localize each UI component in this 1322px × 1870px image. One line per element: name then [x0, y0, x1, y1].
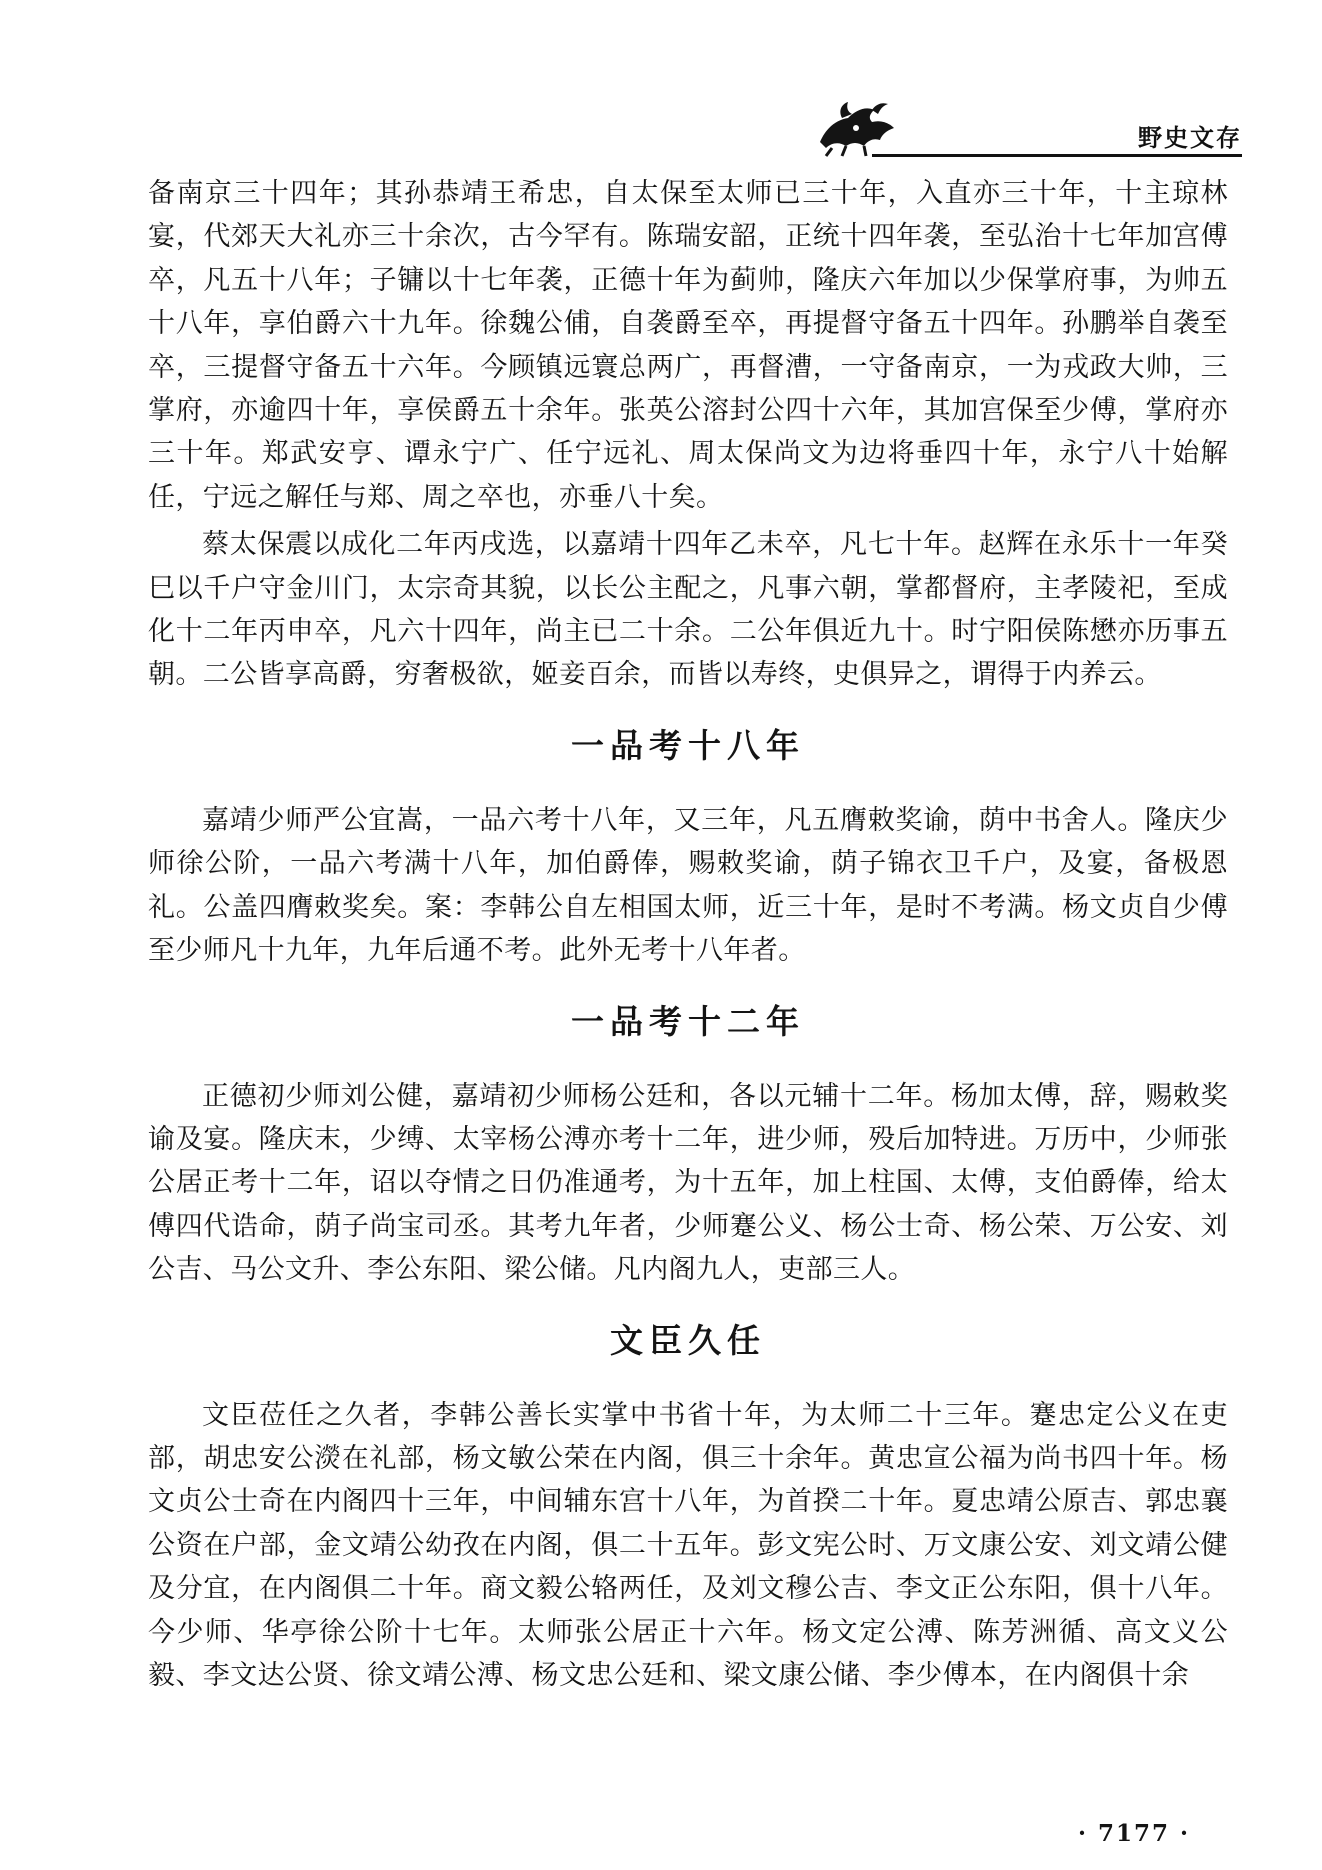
paragraph-3: 嘉靖少师严公宜嵩，一品六考十八年，又三年，凡五膺敕奖谕，荫中书舍人。隆庆少师徐公阶，一品六考满十八年，加伯爵俸，赐敕奖谕，荫子锦衣卫千户，及宴，备极恩礼。公盖四膺敕奖矣。案：李韩公自左相国太师，近三十年，是时不考满。杨文贞自少傅至少师凡十九年，九年后通不考。此外无考十八年者。	[148, 804, 1228, 967]
paragraph-5: 文臣莅任之久者，李韩公善长实掌中书省十年，为太师二十三年。蹇忠定公义在吏部，胡忠安公濙在礼部，杨文敏公荣在内阁，俱三十余年。黄忠宣公福为尚书四十年。杨文贞公士奇在内阁四十三年，中间辅东宫十八年，为首揆二十年。夏忠靖公原吉、郭忠襄公资在户部，金文靖公幼孜在内阁，俱二十五年。彭文宪公时、万文康公安、刘文靖公健及分宜，在内阁俱二十年。商文毅公辂两任，及刘文穆公吉、李文正公东阳，俱十八年。今少师、华亭徐公阶十七年。太师张公居正十六年。杨文定公溥、陈芳洲循、高文义公毅、李文达公贤、徐文靖公溥、杨文忠公廷和、梁文康公储、李少傅本，在内阁俱十余	[148, 1399, 1228, 1691]
header-rule	[872, 154, 1242, 157]
page-header	[812, 98, 1242, 160]
page-number: · 7177 ·	[1078, 1820, 1191, 1847]
paragraph-1: 备南京三十四年；其孙恭靖王希忠，自太保至太师已三十年，入直亦三十年，十主琼林宴，代郊天大礼亦三十余次，古今罕有。陈瑞安韶，正统十四年袭，至弘治十七年加宫傅卒，凡五十八年；子镛以十七年袭，正德十年为蓟帅，隆庆六年加以少保掌府事，为帅五十八年，享伯爵六十九年。徐魏公俌，自袭爵至卒，再提督守备五十四年。孙鹏举自袭至卒，三提督守备五十六年。今顾镇远寰总两广，再督漕，一守备南京，一为戎政大帅，三掌府，亦逾四十年，享侯爵五十余年。张英公溶封公四十六年，其加宫保至少傅，掌府亦三十年。郑武安亨、谭永宁广、任宁远礼、周太保尚文为边将垂四十年，永宁八十始解任，宁远之解任与郑、周之卒也，亦垂八十矣。	[148, 178, 1228, 513]
section-title-2: 一品考十二年	[571, 1001, 805, 1041]
paragraph-2: 蔡太保震以成化二年丙戌选，以嘉靖十四年乙未卒，凡七十年。赵辉在永乐十一年癸巳以千户守金川门，太宗奇其貌，以长公主配之，凡事六朝，掌都督府，主孝陵祀，至成化十二年丙申卒，凡六十四年，尚主已二十余。二公年俱近九十。时宁阳侯陈懋亦历事五朝。二公皆享高爵，穷奢极欲，姬妾百余，而皆以寿终，史俱异之，谓得于内养云。	[148, 529, 1228, 691]
main-text	[148, 172, 1228, 1697]
header-title: 野史文存	[1138, 124, 1242, 152]
paragraph-4: 正德初少师刘公健，嘉靖初少师杨公廷和，各以元辅十二年。杨加太傅，辞，赐敕奖谕及宴。隆庆末，少缚、太宰杨公溥亦考十二年，进少师，殁后加特进。万历中，少师张公居正考十二年，诏以夺情之日仍准通考，为十五年，加上柱国、太傅，支伯爵俸，给太傅四代诰命，荫子尚宝司丞。其考九年者，少师蹇公义、杨公士奇、杨公荣、万公安、刘公吉、马公文升、李公东阳、梁公储。凡内阁九人，吏部三人。	[148, 1080, 1228, 1286]
section-title-3: 文臣久任	[610, 1320, 766, 1360]
section-title-1: 一品考十八年	[571, 725, 805, 765]
dragon-logo-icon	[812, 98, 904, 160]
